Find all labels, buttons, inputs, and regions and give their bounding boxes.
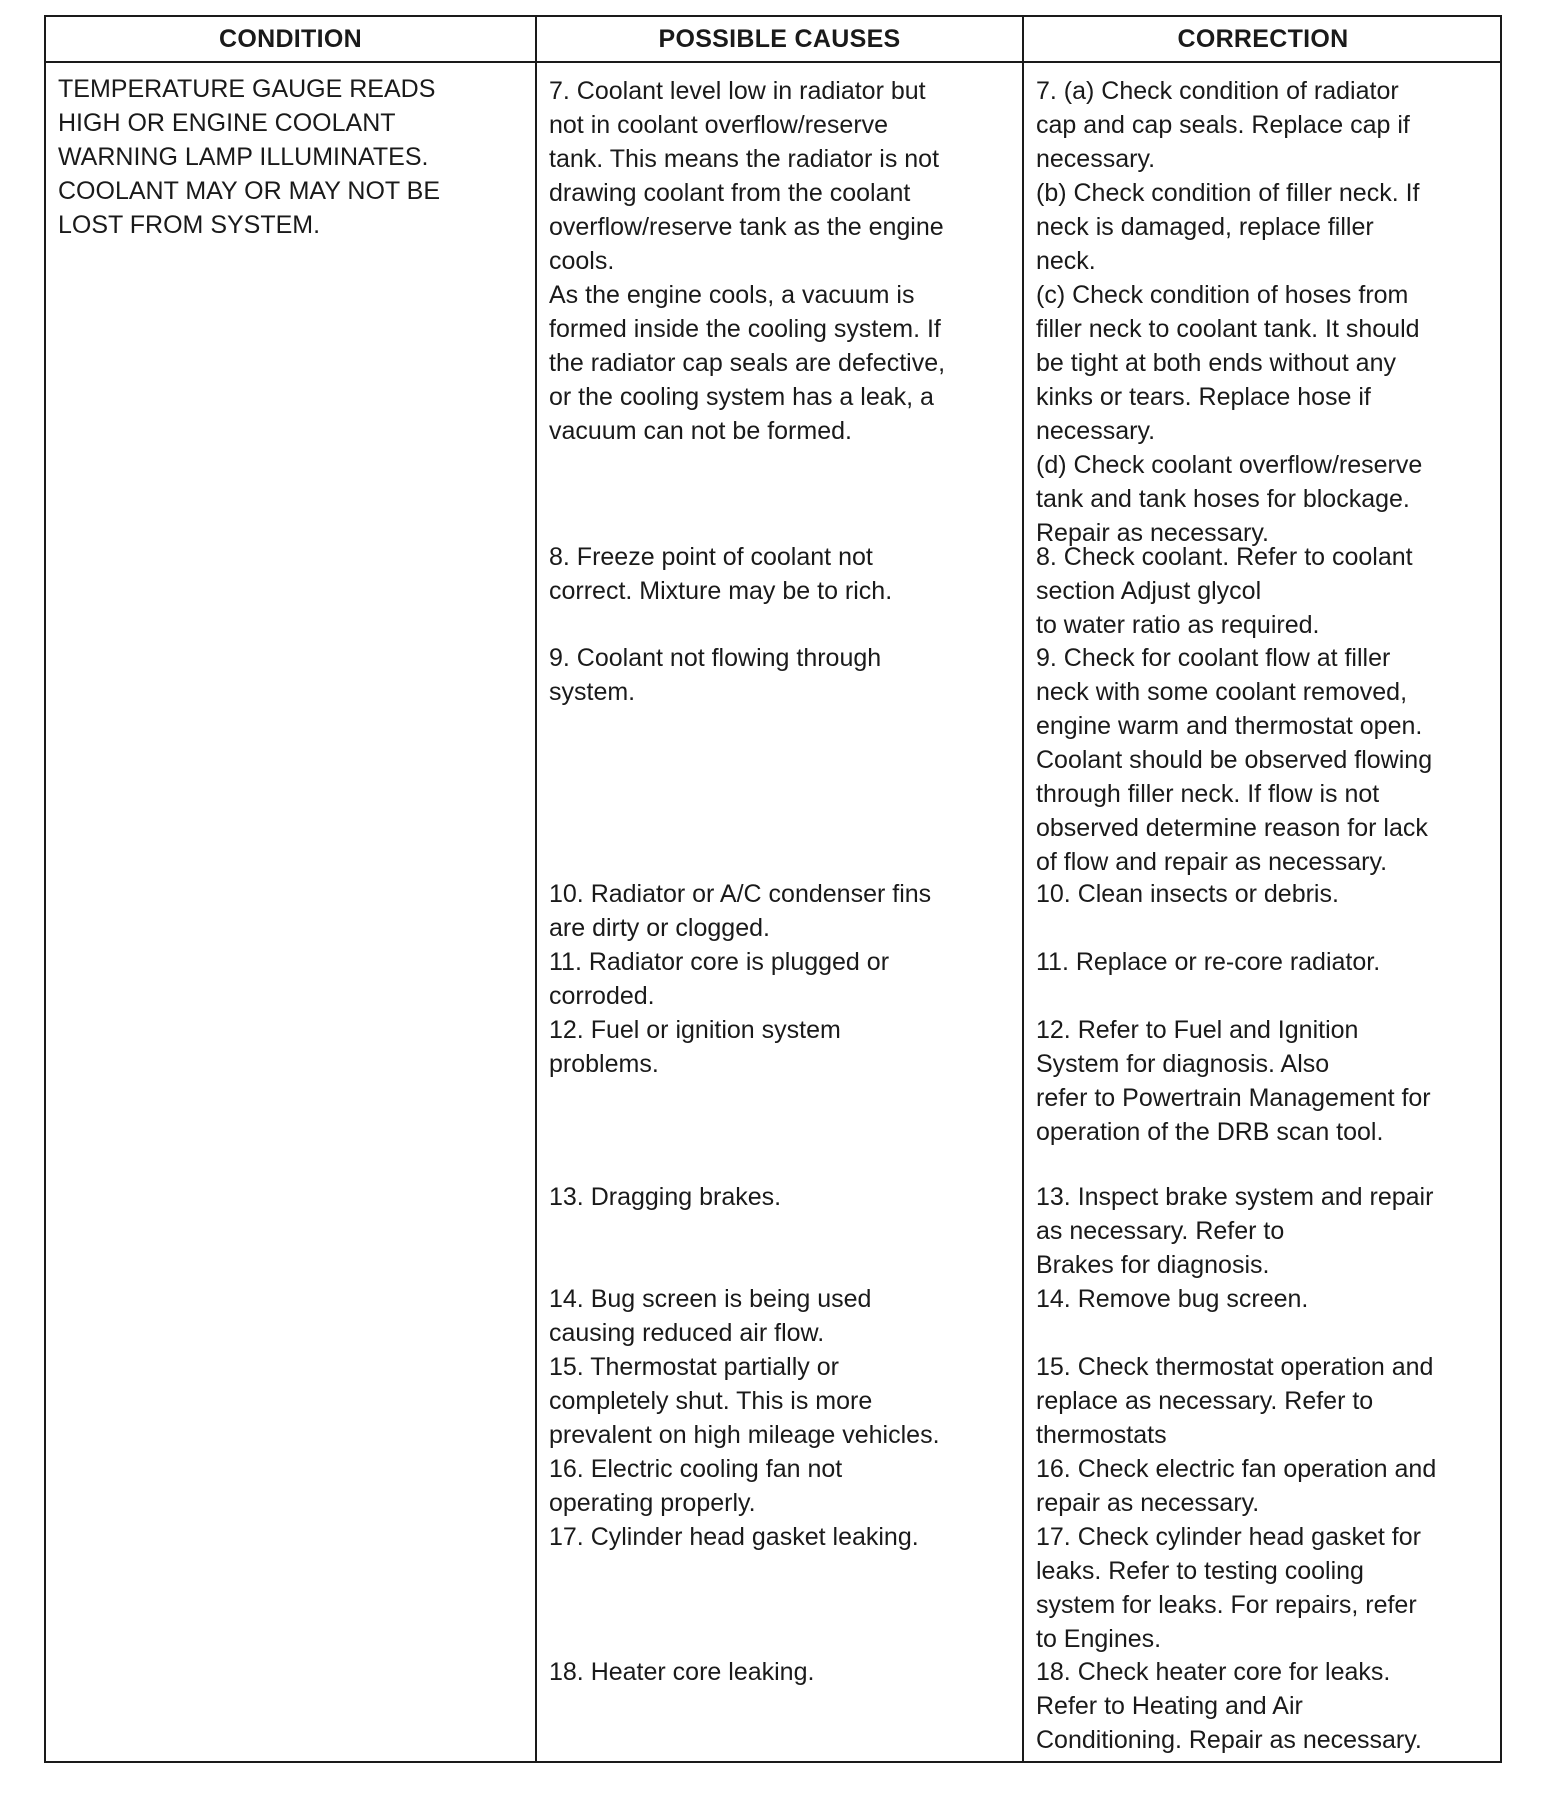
- cause-11: 11. Radiator core is plugged or corroded.: [549, 948, 890, 1010]
- correction-11: 11. Replace or re-core radiator.: [1036, 948, 1381, 976]
- cause-8: 8. Freeze point of coolant not correct. Mixture may be to rich.: [549, 543, 893, 605]
- cause-9: 9. Coolant not flowing through system.: [549, 644, 882, 706]
- cause-17: 17. Cylinder head gasket leaking.: [549, 1523, 919, 1551]
- correction-18: 18. Check heater core for leaks. Refer to Heating and Air Conditioning. Repair as necessary.: [1036, 1658, 1422, 1754]
- cause-14: 14. Bug screen is being used causing reduced air flow.: [549, 1285, 872, 1347]
- correction-12: 12. Refer to Fuel and Ignition System for diagnosis. Also refer to Powertrain Management for operation of the DRB scan tool.: [1036, 1016, 1431, 1146]
- column-divider: [535, 17, 537, 1761]
- correction-7: 7. (a) Check condition of radiator cap and cap seals. Replace cap if necessary. (b) Check condition of filler neck. If neck is damaged, replace filler neck. (c) Check condition of hoses from filler neck to coolant tank. It should be tight at both ends without any kinks or tears. Replace hose if necessary. (d) Check coolant overflow/reserve tank and tank hoses for blockage. Repair as necessary.: [1036, 77, 1423, 547]
- correction-15: 15. Check thermostat operation and replace as necessary. Refer to thermostats: [1036, 1353, 1434, 1449]
- cause-16: 16. Electric cooling fan not operating properly.: [549, 1455, 843, 1517]
- cause-12: 12. Fuel or ignition system problems.: [549, 1016, 841, 1078]
- condition-text: TEMPERATURE GAUGE READS HIGH OR ENGINE COOLANT WARNING LAMP ILLUMINATES. COOLANT MAY OR MAY NOT BE LOST FROM SYSTEM.: [58, 75, 441, 239]
- cause-15: 15. Thermostat partially or completely shut. This is more prevalent on high mileage vehicles.: [549, 1353, 940, 1449]
- cause-18: 18. Heater core leaking.: [549, 1658, 815, 1686]
- correction-17: 17. Check cylinder head gasket for leaks. Refer to testing cooling system for leaks. For repairs, refer to Engines.: [1036, 1523, 1421, 1653]
- correction-9: 9. Check for coolant flow at filler neck with some coolant removed, engine warm and thermostat open. Coolant should be observed flowing through filler neck. If flow is not observed determine reason for lack of flow and repair as necessary.: [1036, 644, 1433, 876]
- cause-10: 10. Radiator or A/C condenser fins are dirty or clogged.: [549, 880, 932, 942]
- correction-8: 8. Check coolant. Refer to coolant section Adjust glycol to water ratio as required.: [1036, 543, 1413, 639]
- correction-10: 10. Clean insects or debris.: [1036, 880, 1339, 908]
- column-divider: [1022, 17, 1024, 1761]
- correction-16: 16. Check electric fan operation and repair as necessary.: [1036, 1455, 1437, 1517]
- header-condition: CONDITION: [219, 24, 362, 53]
- header-divider: [46, 61, 1500, 63]
- correction-13: 13. Inspect brake system and repair as necessary. Refer to Brakes for diagnosis.: [1036, 1183, 1434, 1279]
- cause-13: 13. Dragging brakes.: [549, 1183, 782, 1211]
- correction-14: 14. Remove bug screen.: [1036, 1285, 1309, 1313]
- diagnosis-table: [44, 15, 1502, 1763]
- cause-7: 7. Coolant level low in radiator but not in coolant overflow/reserve tank. This means the radiator is not drawing coolant from the coolant overflow/reserve tank as the engine cools. As the engine cools, a vacuum is formed inside the cooling system. If the radiator cap seals are defective, or the cooling system has a leak, a vacuum can not be formed.: [549, 77, 946, 445]
- header-correction: CORRECTION: [1177, 24, 1349, 53]
- header-possible-causes: POSSIBLE CAUSES: [658, 24, 901, 53]
